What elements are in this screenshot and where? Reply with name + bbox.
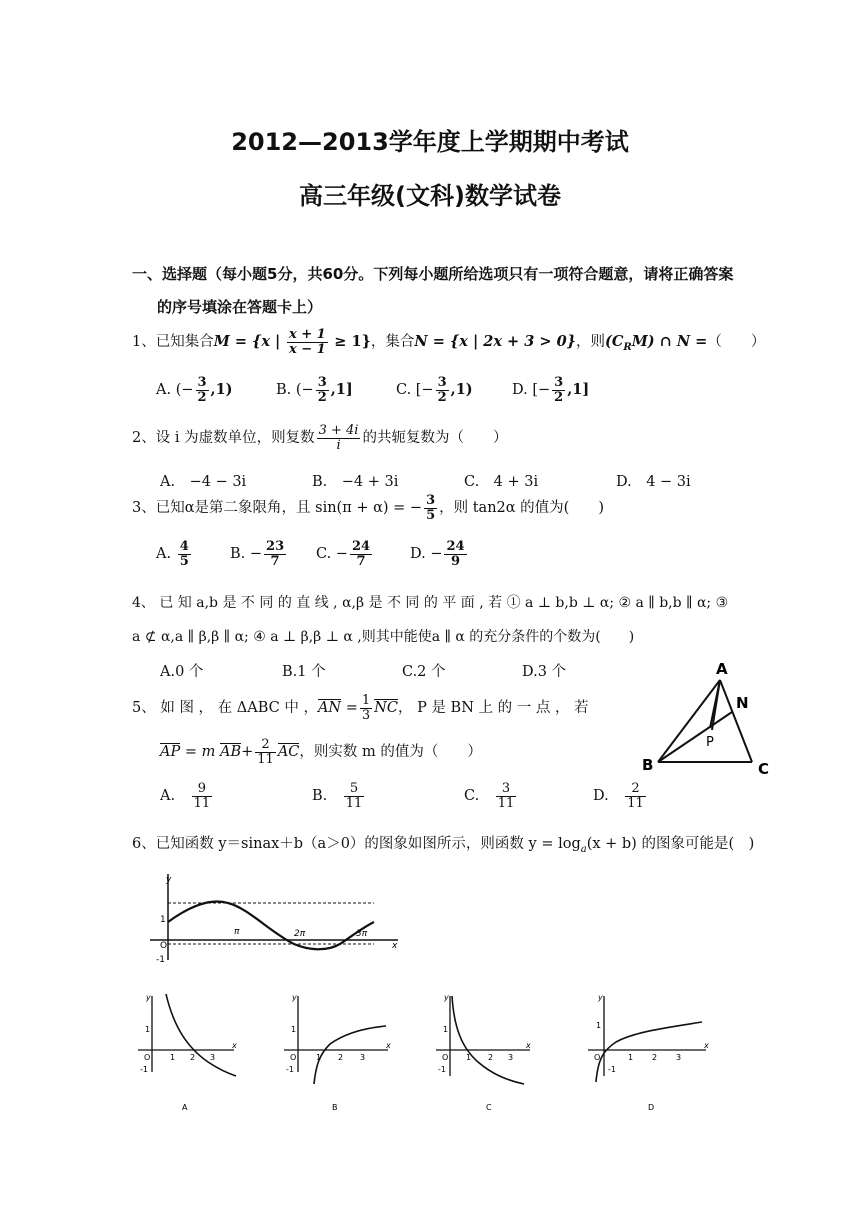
graph-option-b <box>284 993 391 1112</box>
q3-fraction: $\frac{3}{5}$ <box>426 493 436 523</box>
triangle-figure <box>636 658 786 780</box>
q4-option-d: D.3 个 <box>522 664 567 680</box>
q2-option-b: B. −4 + 3i <box>312 474 399 490</box>
q1-expr2: M) ∩ N = <box>631 333 708 351</box>
q3-post: ，则 tan2α 的值为( ) <box>439 500 604 517</box>
graph-option-c <box>436 993 531 1112</box>
graph-option-d <box>588 993 709 1112</box>
q2-pre: 2、设 i 为虚数单位，则复数 <box>132 430 315 447</box>
q1-pre: 1、已知集合 <box>132 334 214 351</box>
sine-tick-2pi: 2π <box>294 929 306 939</box>
svg-text:3: 3 <box>676 1053 682 1062</box>
question-4-line1: 4、 已 知 a,b 是 不 同 的 直 线 , α,β 是 不 同 的 平 面 , 若 ① a ⊥ b,b ⊥ α; ② a ∥ b,b ∥ α; ③ <box>132 595 729 611</box>
svg-text:-1: -1 <box>438 1065 446 1074</box>
svg-text:2: 2 <box>488 1053 494 1062</box>
sine-origin: O <box>160 941 168 951</box>
caption-a: A <box>182 1103 188 1112</box>
q2-option-d: D. 4 − 3i <box>616 474 691 490</box>
q1-option-b: B. (− $\frac{3}{2}$ ,1] <box>276 375 353 405</box>
caption-b: B <box>332 1103 338 1112</box>
question-3 <box>132 494 604 522</box>
question-2 <box>132 424 507 452</box>
svg-text:1: 1 <box>316 1053 322 1062</box>
svg-text:O: O <box>144 1053 151 1062</box>
log-graph-options <box>130 988 790 1118</box>
svg-text:2: 2 <box>652 1053 658 1062</box>
svg-text:1: 1 <box>596 1021 602 1030</box>
svg-text:1: 1 <box>628 1053 634 1062</box>
question-4-line2: a ⊄ α,a ∥ β,β ∥ α; ④ a ⊥ β,β ⊥ α ,则其中能使a ∥ α 的充分条件的个数为( ) <box>132 629 635 645</box>
sine-y-label: y <box>166 875 172 885</box>
section-heading: 一、选择题（每小题5分，共60分。下列每小题所给选项只有一项符合题意，请将正确答案 <box>132 265 734 283</box>
sine-x-label: x <box>392 941 398 951</box>
svg-text:3: 3 <box>360 1053 366 1062</box>
vertex-n-label: N <box>736 694 749 712</box>
q1-fraction: $\frac{x + 1}{x - 1}$ <box>288 327 326 357</box>
vertex-b-label: B <box>642 756 654 774</box>
svg-text:2: 2 <box>190 1053 196 1062</box>
vertex-c-label: C <box>758 760 770 778</box>
svg-text:x: x <box>386 1041 391 1050</box>
q1-blank: （ ） <box>707 334 766 351</box>
q1-ge: ≥ 1} <box>334 333 371 351</box>
svg-text:-1: -1 <box>140 1065 148 1074</box>
q4-option-b: B.1 个 <box>282 664 326 680</box>
q2-fraction: $\frac{3 + 4i}{i}$ <box>318 423 359 453</box>
question-5-line1: 5、 如 图 ， 在 ΔABC 中 ，AN = $\frac{1}{3}$ NC， P 是 BN 上 的 一 点 ， 若 <box>132 693 589 723</box>
svg-text:3: 3 <box>508 1053 514 1062</box>
exam-subtitle: 高三年级(文科)数学试卷 <box>299 182 561 210</box>
q3-option-c: C. − $\frac{24}{7}$ <box>316 539 371 569</box>
svg-text:-1: -1 <box>608 1065 616 1074</box>
q3-option-b: B. − $\frac{23}{7}$ <box>230 539 285 569</box>
q5-option-b: B. $\frac{5}{11}$ <box>312 781 363 811</box>
point-p-label: P <box>706 735 714 750</box>
svg-text:O: O <box>594 1053 601 1062</box>
question-1 <box>132 328 765 356</box>
sine-tick-1: 1 <box>160 915 166 925</box>
q5-option-c: C. $\frac{3}{11}$ <box>464 781 515 811</box>
q2-option-a: A. −4 − 3i <box>160 474 247 490</box>
svg-text:x: x <box>526 1041 531 1050</box>
sine-tick-3pi: 3π <box>356 929 368 939</box>
svg-text:1: 1 <box>291 1025 297 1034</box>
svg-text:1: 1 <box>443 1025 449 1034</box>
q1-option-c: C. [− $\frac{3}{2}$ ,1) <box>396 375 473 405</box>
q2-option-c: C. 4 + 3i <box>464 474 539 490</box>
q3-pre: 3、已知α是第二象限角，且 sin(π + α) = − <box>132 500 423 517</box>
svg-text:y: y <box>146 993 151 1002</box>
vertex-a-label: A <box>716 660 728 678</box>
question-5-line2: AP = m AB+ $\frac{2}{11}$ AC，则实数 m 的值为（ ） <box>160 737 482 767</box>
section-heading-cont: 的序号填涂在答题卡上） <box>157 298 323 316</box>
sine-tick-pi: π <box>234 927 240 937</box>
sine-tick-neg1: -1 <box>156 955 165 965</box>
q4-option-c: C.2 个 <box>402 664 446 680</box>
q3-option-a: A. $\frac{4}{5}$ <box>156 539 189 569</box>
q1-then: ，则 <box>576 334 605 351</box>
svg-text:1: 1 <box>466 1053 472 1062</box>
q1-set-m: M = {x | <box>213 333 281 351</box>
q5-option-d: D. $\frac{2}{11}$ <box>593 781 644 811</box>
q4-option-a: A.0 个 <box>160 664 204 680</box>
question-6: 6、已知函数 y＝sinax＋b（a＞0）的图象如图所示，则函数 $y = \log_a(x + b)$ 的图象可能是( ) <box>132 836 755 855</box>
svg-text:-1: -1 <box>286 1065 294 1074</box>
svg-text:y: y <box>444 993 449 1002</box>
caption-d: D <box>648 1103 655 1112</box>
svg-text:1: 1 <box>145 1025 151 1034</box>
graph-option-a <box>138 993 237 1112</box>
q1-mid: ，集合 <box>370 334 415 351</box>
q1-sub: R <box>623 342 632 354</box>
svg-text:O: O <box>442 1053 449 1062</box>
svg-text:y: y <box>598 993 603 1002</box>
q1-option-a: A. (− $\frac{3}{2}$ ,1) <box>156 375 233 405</box>
q1-expr: (C <box>605 333 624 351</box>
q3-option-d: D. − $\frac{24}{9}$ <box>410 539 465 569</box>
svg-text:x: x <box>704 1041 709 1050</box>
svg-text:1: 1 <box>170 1053 176 1062</box>
q2-post: 的共轭复数为（ ） <box>362 430 508 447</box>
q5-option-a: A. $\frac{9}{11}$ <box>160 781 211 811</box>
q1-option-d: D. [− $\frac{3}{2}$ ,1] <box>512 375 590 405</box>
svg-text:y: y <box>292 993 297 1002</box>
svg-text:O: O <box>290 1053 297 1062</box>
sine-graph <box>130 870 410 970</box>
exam-title: 2012—2013学年度上学期期中考试 <box>231 128 629 156</box>
caption-c: C <box>486 1103 492 1112</box>
q1-set-n: N = {x | 2x + 3 > 0} <box>414 333 576 351</box>
svg-text:3: 3 <box>210 1053 216 1062</box>
svg-text:x: x <box>232 1041 237 1050</box>
svg-text:2: 2 <box>338 1053 344 1062</box>
